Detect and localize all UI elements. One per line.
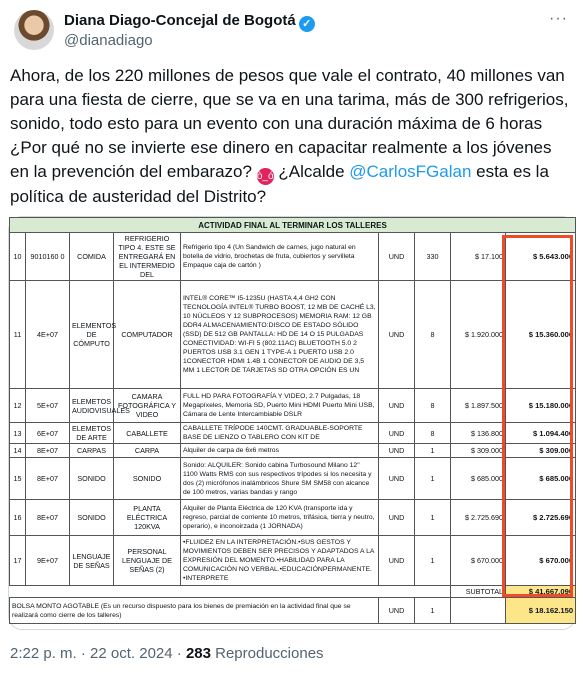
row-code: 9010160 0 <box>26 233 70 281</box>
row-number: 14 <box>10 444 26 458</box>
row-code: 9E+07 <box>26 536 70 586</box>
row-description: Alquiler de carpa de 6x6 metros <box>181 444 379 458</box>
table-row <box>10 389 576 423</box>
row-category: ELEMETOS DE ARTE <box>70 423 114 444</box>
row-quantity: 1 <box>415 458 451 500</box>
row-code: 8E+07 <box>26 500 70 536</box>
row-total: $ 15.180.000 <box>506 389 576 423</box>
bolsa-value: $ 18.162.150 <box>506 598 576 624</box>
verified-badge-icon: ✓ <box>299 16 315 32</box>
row-quantity: 8 <box>415 281 451 389</box>
tweet-header <box>14 10 574 54</box>
table-row <box>10 536 576 586</box>
table-row <box>10 281 576 389</box>
tweet-meta <box>10 645 324 662</box>
author-name-text[interactable]: Diana Diago-Concejal de Bogotá <box>64 12 296 29</box>
row-description: INTEL® CORE™ I5-1235U (HASTA 4,4 GH2 CON TECNOLOGÍA INTEL® TURBO BOOST, 12 MB DE CACHÉ L3, 10 NÚCLEOS Y 12 SUBPROCESOS) MEMORIA RAM: 12 GB DDR4 ALMACENAMIENTO:DISCO DE ESTADO SÓLIDO (SSD) DE 512 GB PANTALLA: HD DE 14 O 15 PULGADAS CONECTIVIDAD: WI-FI 5 (802.11AC) BLUETOOTH 5.0 2 PUERTOS USB 3.1 GEN 1 TYPE-A 1 PUERTO USB 2.0 1CONECTOR HDMI 1.4B 1 CONECTOR DE AUDIO DE 3,5 MM 1 LECTOR DE TARJETAS SD OTRA OPCIÓN ES UN <box>181 281 379 389</box>
row-unit-price: $ 136.800 <box>451 423 506 444</box>
row-unit: UND <box>379 233 415 281</box>
views-label: Reproducciones <box>210 645 324 662</box>
row-description: Refrigerio tipo 4 (Un Sandwich de carnes, jugo natural en botella de vidrio, brochetas de fruta, cubiertos y servilleta Empaque caja de cartón ) <box>181 233 379 281</box>
row-number: 13 <box>10 423 26 444</box>
row-quantity: 8 <box>415 389 451 423</box>
row-total: $ 5.643.000 <box>506 233 576 281</box>
row-quantity: 1 <box>415 444 451 458</box>
row-description: FULL HD PARA FOTOGRAFÍA Y VIDEO, 2.7 Pulgadas, 18 Megapíxeles, Memoria SD, Puerto Mini HDMI Puerto Mini USB, Cámara de Lente Intercambiable DSLR <box>181 389 379 423</box>
row-number: 11 <box>10 281 26 389</box>
table-title: ACTIVIDAD FINAL AL TERMINAR LOS TALLERES <box>10 218 576 233</box>
tweet-text <box>10 64 572 209</box>
row-code: 8E+07 <box>26 458 70 500</box>
row-unit: UND <box>379 423 415 444</box>
row-unit: UND <box>379 500 415 536</box>
subtotal-label: SUBTOTAL <box>451 586 506 598</box>
row-code: 8E+07 <box>26 444 70 458</box>
row-category: ELEMENTOS DE CÓMPUTO <box>70 281 114 389</box>
row-item: CAMARA FOTOGRÁFICA Y VIDEO <box>114 389 181 423</box>
row-item: REFRIGERIO TIPO 4. ESTE SE ENTREGARÁ EN EL INTERMEDIO DEL <box>114 233 181 281</box>
row-category: SONIDO <box>70 458 114 500</box>
tweet-text-part1: Ahora, de los 220 millones de pesos que vale el contrato, 40 millones van para una fiesta de cierre, que se va en una tarima, más de 300 refrigerios, sonido, todo esto para un evento con una duración máxima de 6 horas ¿Por qué no se invierte ese dinero en capacitar realmente a los jóvenes en la prevención del embarazo? <box>10 66 569 181</box>
row-code: 5E+07 <box>26 389 70 423</box>
row-total: $ 2.725.690 <box>506 500 576 536</box>
angry-face-emoji: ò_ó <box>257 168 274 185</box>
row-category: SONIDO <box>70 500 114 536</box>
row-number: 12 <box>10 389 26 423</box>
row-unit-price: $ 670.000 <box>451 536 506 586</box>
row-code: 4E+07 <box>26 281 70 389</box>
row-item: CABALLETE <box>114 423 181 444</box>
row-category: LENGUAJE DE SEÑAS <box>70 536 114 586</box>
row-total: $ 309.000 <box>506 444 576 458</box>
mention-link[interactable]: @CarlosFGalan <box>349 162 472 181</box>
row-description: CABALLETE TRÍPODE 140CMT. GRADUABLE-SOPORTE BASE DE LIENZO O TABLERO CON KIT DE <box>181 423 379 444</box>
row-unit: UND <box>379 444 415 458</box>
row-category: COMIDA <box>70 233 114 281</box>
row-quantity: 1 <box>415 500 451 536</box>
row-category: ELEMETOS AUDIOVISUALES <box>70 389 114 423</box>
row-number: 15 <box>10 458 26 500</box>
table-row <box>10 444 576 458</box>
row-unit-price: $ 1.920.000 <box>451 281 506 389</box>
timestamp[interactable]: 2:22 p. m. · 22 oct. 2024 · <box>10 645 186 662</box>
row-unit: UND <box>379 458 415 500</box>
row-unit-price: $ 1.897.500 <box>451 389 506 423</box>
row-quantity: 8 <box>415 423 451 444</box>
row-unit: UND <box>379 536 415 586</box>
more-icon[interactable]: ··· <box>549 10 568 27</box>
tweet-text-part3: esta es la política de austeridad del Distrito? <box>10 162 549 206</box>
row-item: PERSONAL LENGUAJE DE SEÑAS (2) <box>114 536 181 586</box>
row-category: CARPAS <box>70 444 114 458</box>
avatar[interactable] <box>14 10 54 50</box>
row-code: 6E+07 <box>26 423 70 444</box>
tweet-text-part2: ¿Alcalde <box>273 162 350 181</box>
row-item: PLANTA ELÉCTRICA 120KVA <box>114 500 181 536</box>
row-description: Alquiler de Planta Eléctrica de 120 KVA (transporte ida y regreso, parcial de corriente 10 metros, trifásica, tierra y neutro, operario), e inconoirzada (1 JORNADA) <box>181 500 379 536</box>
table-row <box>10 500 576 536</box>
views-count: 283 <box>185 645 211 662</box>
table-row <box>10 233 576 281</box>
row-unit-price: $ 2.725.690 <box>451 500 506 536</box>
subtotal-value: $ 41.667.090 <box>506 586 576 598</box>
row-number: 17 <box>10 536 26 586</box>
table-row <box>10 423 576 444</box>
row-unit-price: $ 17.100 <box>451 233 506 281</box>
row-unit-price: $ 309.000 <box>451 444 506 458</box>
row-total: $ 1.094.400 <box>506 423 576 444</box>
tweet-image[interactable] <box>8 216 576 630</box>
row-quantity: 330 <box>415 233 451 281</box>
table-row <box>10 458 576 500</box>
row-description: •FLUIDEZ EN LA INTERPRETACIÓN.•SUS GESTOS Y MOVIMIENTOS DEBEN SER PRECISOS Y ADAPTADOS A LA EXPRESIÓN DEL MOMENTO.•HABILIDAD PARA LA COMUNICACIÓN NO VERBAL.•EDUCACIÓNPERMANENTE. •INTERPRETE <box>181 536 379 586</box>
row-unit: UND <box>379 281 415 389</box>
budget-table <box>9 217 576 624</box>
row-item: SONIDO <box>114 458 181 500</box>
bolsa-qty: 1 <box>415 598 451 624</box>
row-number: 16 <box>10 500 26 536</box>
row-number: 10 <box>10 233 26 281</box>
row-total: $ 685.000 <box>506 458 576 500</box>
row-description: Sonido: ALQUILER: Sonido cabina Turbosound Milano 12" 1100 Watts RMS con sus respectivos trípodes si los necesita y dos (2) micrófonos inalámbricos Shure SM SM58 con alcance de 100 metros, varias bandas y rango <box>181 458 379 500</box>
row-item: CARPA <box>114 444 181 458</box>
row-total: $ 15.360.000 <box>506 281 576 389</box>
row-unit-price: $ 685.000 <box>451 458 506 500</box>
row-total: $ 670.000 <box>506 536 576 586</box>
row-item: COMPUTADOR <box>114 281 181 389</box>
author-name[interactable] <box>64 12 315 32</box>
bolsa-text: BOLSA MONTO AGOTABLE (Es un recurso dispuesto para los bienes de premiación en la actividad final que se realizará como cierre de los talleres) <box>10 598 379 624</box>
row-unit: UND <box>379 389 415 423</box>
author-handle[interactable]: @dianadiago <box>64 32 153 49</box>
row-quantity: 1 <box>415 536 451 586</box>
bolsa-unit: UND <box>379 598 415 624</box>
